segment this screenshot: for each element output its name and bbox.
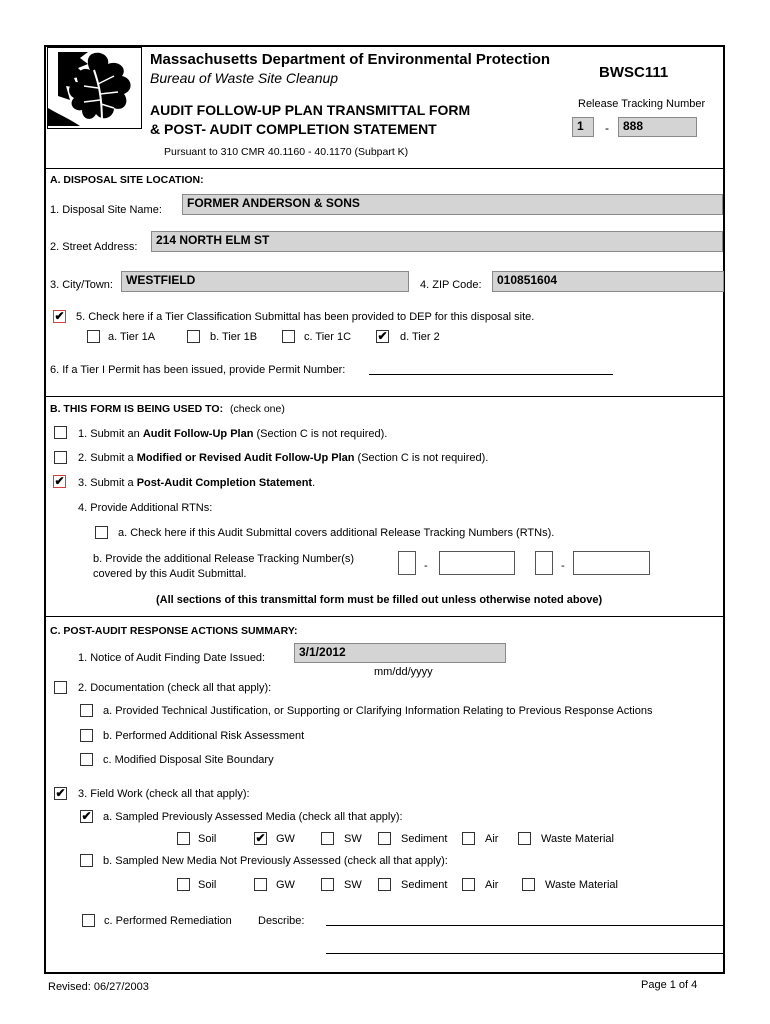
divider-header <box>44 168 725 169</box>
option-4a-label: a. Check here if this Audit Submittal covers additional Release Tracking Numbers (RTNs). <box>118 527 555 539</box>
new-media-checkbox[interactable] <box>80 854 93 867</box>
prev-air-label: Air <box>485 833 499 845</box>
tier-1c-label: c. Tier 1C <box>304 331 352 343</box>
prev-soil-label: Soil <box>198 833 217 845</box>
form-title-line1: AUDIT FOLLOW-UP PLAN TRANSMITTAL FORM <box>150 102 471 118</box>
documentation-checkbox[interactable] <box>54 681 67 694</box>
date-format-hint: mm/dd/yyyy <box>374 666 433 678</box>
option-2-pre: 2. Submit a <box>78 452 137 464</box>
street-address-label: 2. Street Address: <box>50 241 138 253</box>
tier-1b-checkbox[interactable] <box>187 330 200 343</box>
remediation-description-line-1[interactable] <box>326 925 723 926</box>
section-b-heading-note: (check one) <box>230 403 285 415</box>
option-4b-line1: b. Provide the additional Release Tracking Number(s) <box>93 553 355 565</box>
divider-section-a <box>44 396 725 397</box>
additional-rtn-2-number[interactable] <box>573 551 650 575</box>
tier-2-label: d. Tier 2 <box>400 331 440 343</box>
remediation-checkbox[interactable] <box>82 914 95 927</box>
additional-rtn-2-dash: - <box>561 560 565 572</box>
option-2-post: (Section C is not required). <box>354 452 489 464</box>
section-b-heading-text: B. THIS FORM IS BEING USED TO: <box>50 403 224 415</box>
option-2-label <box>78 452 488 465</box>
modified-plan-checkbox[interactable] <box>54 451 67 464</box>
zip-field[interactable]: 010851604 <box>492 271 724 292</box>
new-soil-label: Soil <box>198 879 217 891</box>
documentation-c-label: c. Modified Disposal Site Boundary <box>103 754 274 766</box>
new-waste-checkbox[interactable] <box>522 878 535 891</box>
option-1-bold: Audit Follow-Up Plan <box>142 428 254 440</box>
rtn-region-field[interactable]: 1 <box>572 117 594 137</box>
permit-label: 6. If a Tier I Permit has been issued, provide Permit Number: <box>50 364 346 376</box>
additional-rtns-checkbox[interactable] <box>95 526 108 539</box>
prev-sediment-checkbox[interactable] <box>378 832 391 845</box>
rtn-dash: - <box>605 121 609 135</box>
field-work-label: 3. Field Work (check all that apply): <box>78 788 250 800</box>
prev-gw-label: GW <box>276 833 295 845</box>
prev-sw-label: SW <box>344 833 362 845</box>
new-sediment-label: Sediment <box>401 879 448 891</box>
field-work-a-label: a. Sampled Previously Assessed Media (check all that apply): <box>103 811 403 823</box>
site-boundary-checkbox[interactable] <box>80 753 93 766</box>
all-sections-note: (All sections of this transmittal form must be filled out unless otherwise noted above) <box>156 594 603 606</box>
tier-1b-label: b. Tier 1B <box>210 331 258 343</box>
additional-rtn-1-region[interactable] <box>398 551 416 575</box>
tier-1a-checkbox[interactable] <box>87 330 100 343</box>
tier-submittal-label: 5. Check here if a Tier Classification Submittal has been provided to DEP for this disposal site. <box>76 311 535 323</box>
divider-section-b <box>44 616 725 617</box>
additional-rtn-1-dash: - <box>424 560 428 572</box>
risk-assessment-checkbox[interactable] <box>80 729 93 742</box>
prev-soil-checkbox[interactable] <box>177 832 190 845</box>
section-b-heading <box>50 403 285 416</box>
option-1-post: (Section C is not required). <box>253 428 388 440</box>
describe-label: Describe: <box>258 915 305 927</box>
option-1-label <box>78 428 387 441</box>
additional-rtn-2-region[interactable] <box>535 551 553 575</box>
prev-sediment-label: Sediment <box>401 833 448 845</box>
permit-number-line[interactable] <box>369 374 613 375</box>
documentation-a-label: a. Provided Technical Justification, or Supporting or Clarifying Information Relating to Previous Response Actions <box>103 705 653 717</box>
new-gw-checkbox[interactable] <box>254 878 267 891</box>
technical-justification-checkbox[interactable] <box>80 704 93 717</box>
option-3-bold: Post-Audit Completion Statement <box>136 477 313 489</box>
new-air-checkbox[interactable] <box>462 878 475 891</box>
form-id: BWSC111 <box>599 64 669 81</box>
revised-date: Revised: 06/27/2003 <box>48 981 149 993</box>
prev-waste-label: Waste Material <box>541 833 614 845</box>
form-title-line2: & POST- AUDIT COMPLETION STATEMENT <box>150 121 437 137</box>
tier-2-checkbox[interactable]: ✔ <box>377 329 388 343</box>
city-field[interactable]: WESTFIELD <box>121 271 409 292</box>
documentation-b-label: b. Performed Additional Risk Assessment <box>103 730 305 742</box>
additional-rtn-1-number[interactable] <box>439 551 515 575</box>
option-4-label: 4. Provide Additional RTNs: <box>78 502 213 514</box>
notice-date-field[interactable]: 3/1/2012 <box>294 643 506 663</box>
site-name-label: 1. Disposal Site Name: <box>50 204 162 216</box>
prev-gw-checkbox[interactable]: ✔ <box>255 831 266 845</box>
new-sw-checkbox[interactable] <box>321 878 334 891</box>
new-waste-label: Waste Material <box>545 879 618 891</box>
new-sediment-checkbox[interactable] <box>378 878 391 891</box>
street-address-field[interactable]: 214 NORTH ELM ST <box>151 231 723 252</box>
section-c-heading: C. POST-AUDIT RESPONSE ACTIONS SUMMARY: <box>50 625 298 637</box>
option-3-pre: 3. Submit a <box>78 477 137 489</box>
zip-label: 4. ZIP Code: <box>420 279 482 291</box>
new-sw-label: SW <box>344 879 362 891</box>
page-number: Page 1 of 4 <box>641 979 698 991</box>
new-gw-label: GW <box>276 879 295 891</box>
rtn-label: Release Tracking Number <box>578 98 706 110</box>
new-air-label: Air <box>485 879 499 891</box>
option-3-label <box>78 477 315 490</box>
rtn-number-field[interactable]: 888 <box>618 117 697 137</box>
post-audit-completion-checkbox[interactable]: ✔ <box>54 474 65 488</box>
tier-submittal-checkbox[interactable]: ✔ <box>54 309 65 323</box>
section-a-heading: A. DISPOSAL SITE LOCATION: <box>50 174 204 186</box>
prev-air-checkbox[interactable] <box>462 832 475 845</box>
agency-name: Massachusetts Department of Environmental Protection <box>150 51 551 68</box>
tier-1a-label: a. Tier 1A <box>108 331 156 343</box>
option-4b-line2: covered by this Audit Submittal. <box>93 568 247 580</box>
option-2-bold: Modified or Revised Audit Follow-Up Plan <box>136 452 355 464</box>
audit-follow-up-plan-checkbox[interactable] <box>54 426 67 439</box>
documentation-label: 2. Documentation (check all that apply): <box>78 682 272 694</box>
notice-date-label: 1. Notice of Audit Finding Date Issued: <box>78 652 266 664</box>
city-label: 3. City/Town: <box>50 279 113 291</box>
field-work-c-label: c. Performed Remediation <box>104 915 232 927</box>
pursuant-text: Pursuant to 310 CMR 40.1160 - 40.1170 (Subpart K) <box>164 146 409 158</box>
option-1-pre: 1. Submit an <box>78 428 143 440</box>
remediation-description-line-2[interactable] <box>326 953 723 954</box>
previously-assessed-media-checkbox[interactable]: ✔ <box>81 809 92 823</box>
option-3-post: . <box>312 477 316 489</box>
field-work-b-label: b. Sampled New Media Not Previously Assessed (check all that apply): <box>103 855 448 867</box>
new-soil-checkbox[interactable] <box>177 878 190 891</box>
prev-sw-checkbox[interactable] <box>321 832 334 845</box>
field-work-checkbox[interactable]: ✔ <box>55 786 66 800</box>
tier-1c-checkbox[interactable] <box>282 330 295 343</box>
site-name-field[interactable]: FORMER ANDERSON & SONS <box>182 194 723 215</box>
prev-waste-checkbox[interactable] <box>518 832 531 845</box>
bureau-name: Bureau of Waste Site Cleanup <box>150 70 339 86</box>
